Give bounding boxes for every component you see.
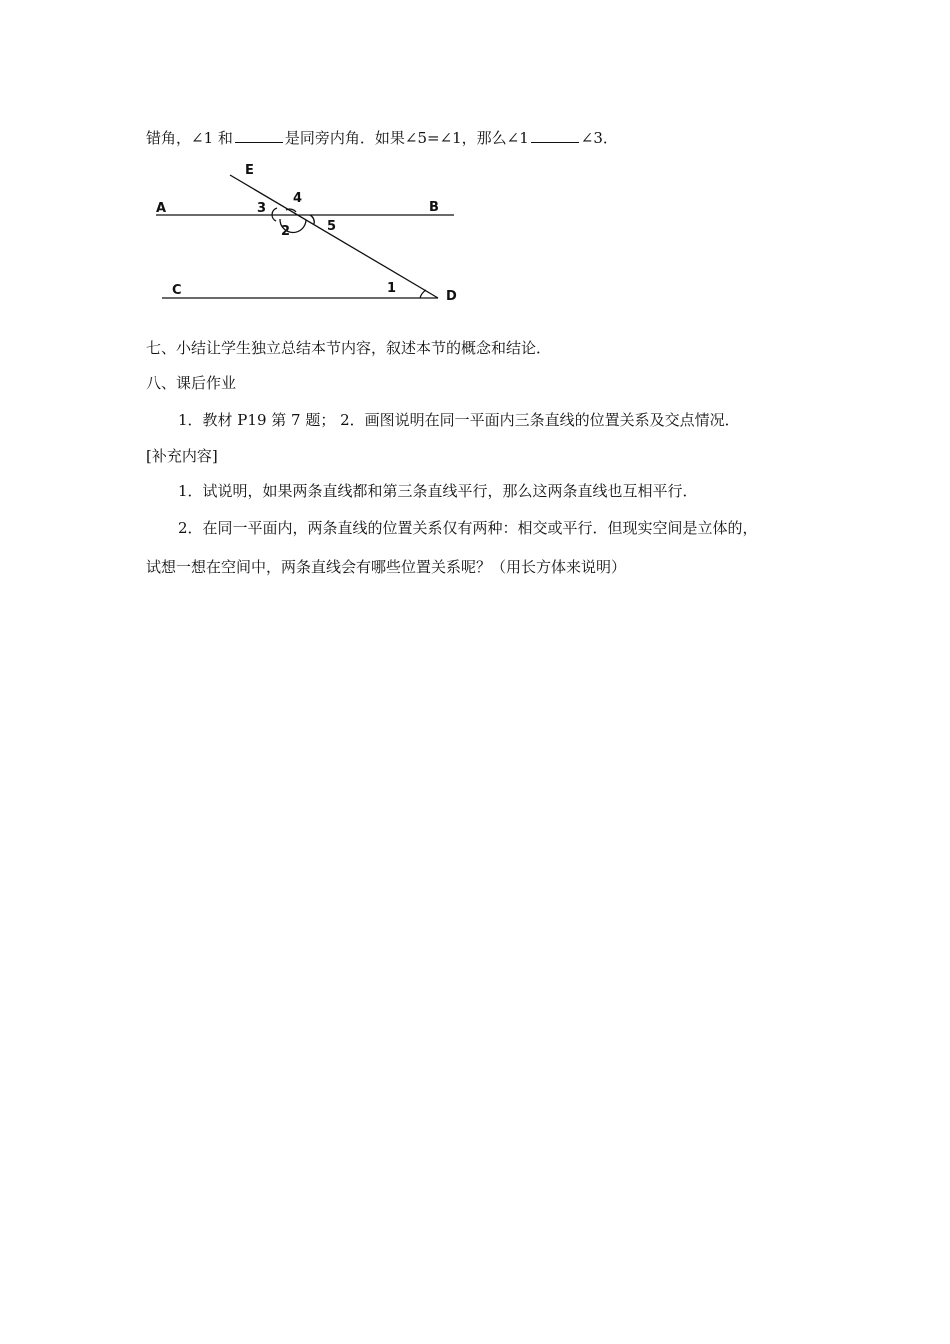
- label-e: E: [245, 163, 254, 178]
- homework-item: 1．教材 P19 第 7 题； 2．画图说明在同一平面内三条直线的位置关系及交点情况．: [178, 411, 740, 429]
- intro-line: [146, 128, 618, 148]
- intro-text-3: ∠3．: [580, 129, 618, 147]
- section-7-summary: 七、小结让学生独立总结本节内容，叙述本节的概念和结论．: [146, 339, 552, 357]
- intro-text-2: 是同旁内角．如果∠5=∠1，那么∠1: [284, 129, 529, 147]
- supplement-item-2: 2．在同一平面内，两条直线的位置关系仅有两种：相交或平行．但现实空间是立体的，: [178, 519, 758, 537]
- supplement-item-2-continued: 试想一想在空间中，两条直线会有哪些位置关系呢？（用长方体来说明）: [146, 558, 627, 576]
- transversal-ed: [230, 175, 438, 298]
- parallel-lines-figure: [150, 160, 470, 310]
- label-angle-4: 4: [293, 191, 303, 206]
- label-b: B: [429, 200, 439, 215]
- label-angle-2: 2: [281, 224, 291, 239]
- intro-text-1: 错角，∠1 和: [146, 129, 233, 147]
- supplement-title: [补充内容]: [146, 447, 218, 465]
- section-8-title: 八、课后作业: [146, 374, 237, 392]
- label-angle-5: 5: [327, 219, 337, 234]
- answer-blank-2: [531, 128, 579, 143]
- label-d: D: [446, 289, 457, 304]
- label-angle-3: 3: [257, 201, 267, 216]
- supplement-item-1: 1．试说明，如果两条直线都和第三条直线平行，那么这两条直线也互相平行．: [178, 482, 698, 500]
- answer-blank-1: [235, 128, 283, 143]
- label-c: C: [172, 283, 182, 298]
- label-angle-1: 1: [387, 281, 397, 296]
- label-a: A: [156, 201, 167, 216]
- angle-1-arc: [420, 290, 426, 298]
